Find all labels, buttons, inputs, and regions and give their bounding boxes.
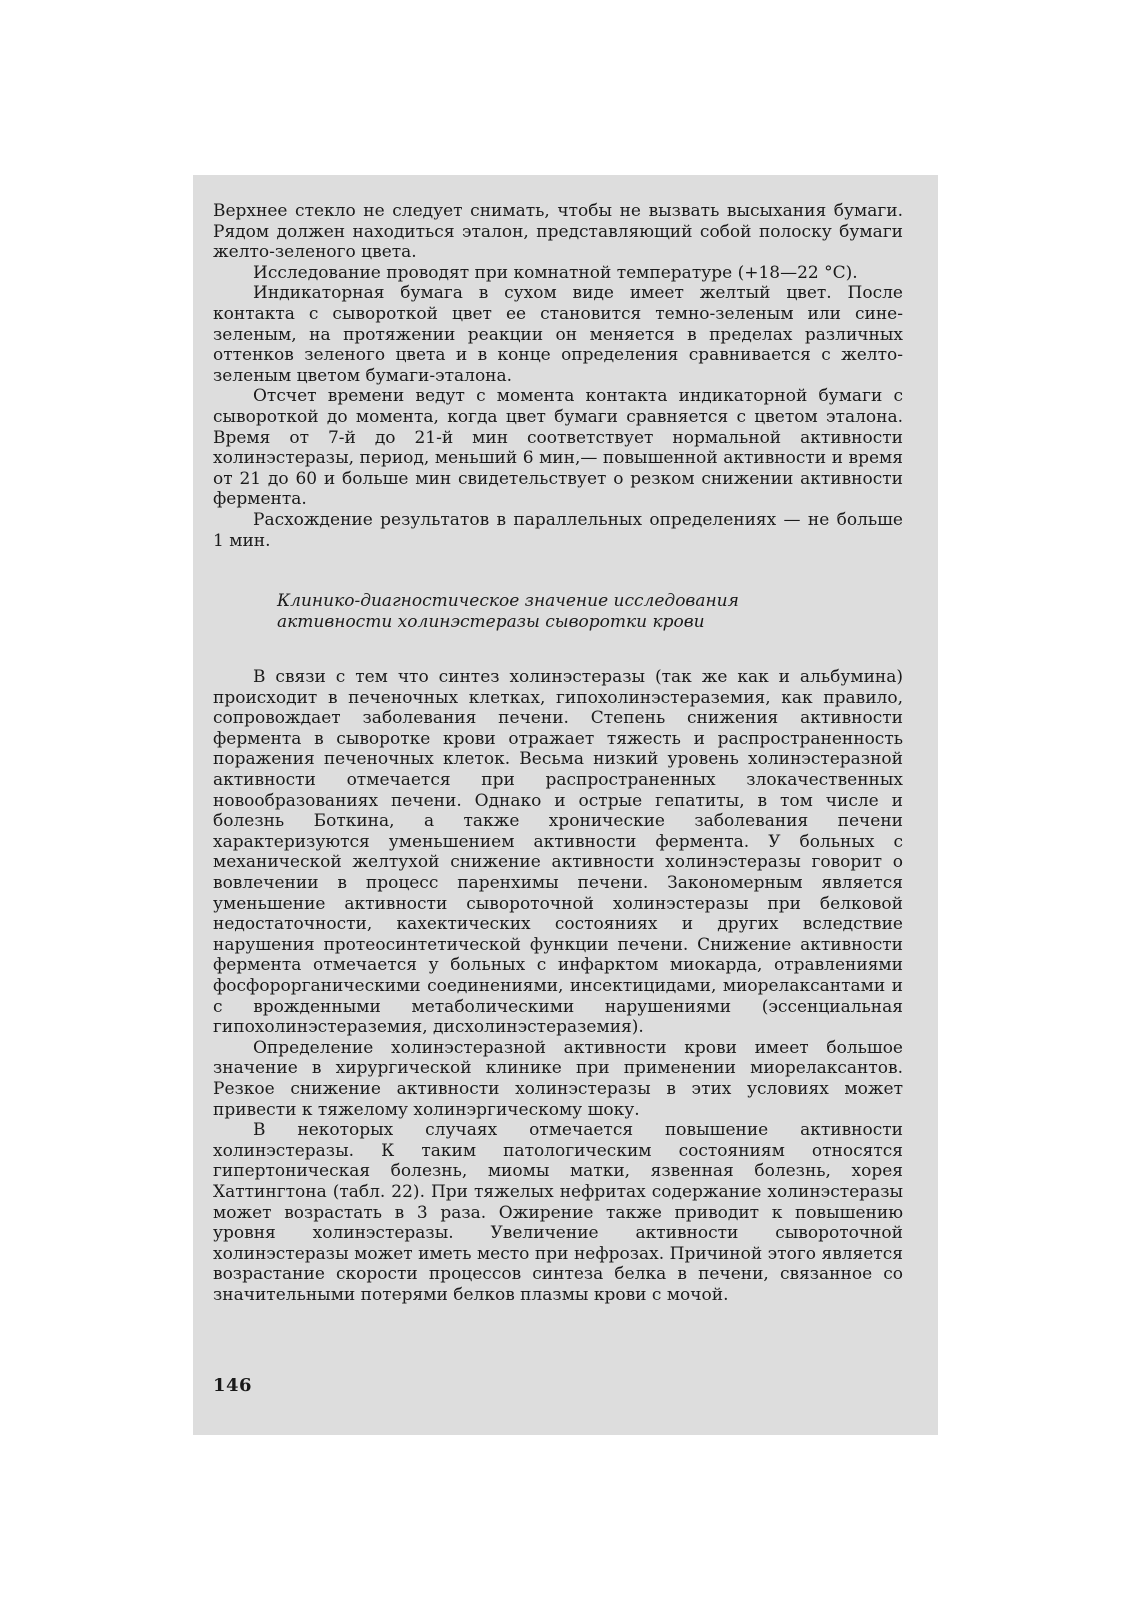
paragraph-time-count: Отсчет времени ведут с момента контакта индикаторной бумаги с сывороткой до момента, когда цвет бумаги сравняется с цветом эталона. Время от 7-й до 21-й мин соответствует нормальной активности холинэстеразы, период, меньший 6 мин,— повышенной активности и время от 21 до 60 и больше мин свидетельствует о резком снижении активности фермента. [213,386,903,510]
spacer [213,551,903,591]
paragraph-increased-activity: В некоторых случаях отмечается повышение активности холинэстеразы. К таким патологическим состояниям относятся гипертоническая болезнь, миомы матки, язвенная болезнь, хорея Хаттингтона (табл. 22). При тяжелых нефритах содержание холинэстеразы может возрастать в 3 раза. Ожирение также приводит к повышению уровня холинэстеразы. Увеличение активности сывороточной холинэстеразы может иметь место при нефрозах. Причиной этого является возрастание скорости процессов синтеза белка в печени, связанное со значительными потерями белков плазмы крови с мочой. [213,1120,903,1305]
spacer [213,633,903,667]
book-page [193,175,938,1435]
section-heading-line-2: активности холинэстеразы сыворотки крови [277,612,705,633]
page-number: 146 [213,1375,253,1396]
paragraph-clinical-significance: В связи с тем что синтез холинэстеразы (так же как и альбумина) происходит в печеночных клетках, гипохолинэстераземия, как правило, сопровождает заболевания печени. Степень снижения активности фермента в сыворотке крови отражает тяжесть и распространенность поражения печеночных клеток. Весьма низкий уровень холинэстеразной активности отмечается при распространенных злокачественных новообразованиях печени. Однако и острые гепатиты, в том числе и болезнь Боткина, а также хронические заболевания печени характеризуются уменьшением активности фермента. У больных с механической желтухой снижение активности холинэстеразы говорит о вовлечении в процесс паренхимы печени. Закономерным является уменьшение активности сывороточной холинэстеразы при белковой недостаточности, кахектических состояниях и других вследствие нарушения протеосинтетической функции печени. Снижение активности фермента отмечается у больных с инфарктом миокарда, отравлениями фосфорорганическими соединениями, инсектицидами, миорелаксантами и с врожденными метаболическими нарушениями (эссенциальная гипохолинэстераземия, дисхолинэстераземия). [213,667,903,1038]
text-column [213,201,903,1306]
paragraph-temperature: Исследование проводят при комнатной температуре (+18—22 °С). [253,262,858,283]
paragraph-discrepancy: Расхождение результатов в параллельных определениях — не больше 1 мин. [213,509,903,551]
paragraph-surgical-clinic: Определение холинэстеразной активности крови имеет большое значение в хирургической клинике при применении миорелаксантов. Резкое снижение активности холинэстеразы в этих условиях может привести к тяжелому холинэргическому шоку. [213,1037,903,1120]
section-heading-line-1: Клинико-диагностическое значение исследования [277,591,739,612]
paragraph-glass-note: Верхнее стекло не следует снимать, чтобы не вызвать высыхания бумаги. Рядом должен находиться эталон, представляющий собой полоску бумаги желто-зеленого цвета. [213,201,903,263]
paragraph-indicator-paper: Индикаторная бумага в сухом виде имеет желтый цвет. После контакта с сывороткой цвет ее становится темно-зеленым или сине-зеленым, на протяжении реакции он меняется в пределах различных оттенков зеленого цвета и в конце определения сравнивается с желто-зеленым цветом бумаги-эталона. [213,283,903,386]
section-heading [213,591,903,633]
